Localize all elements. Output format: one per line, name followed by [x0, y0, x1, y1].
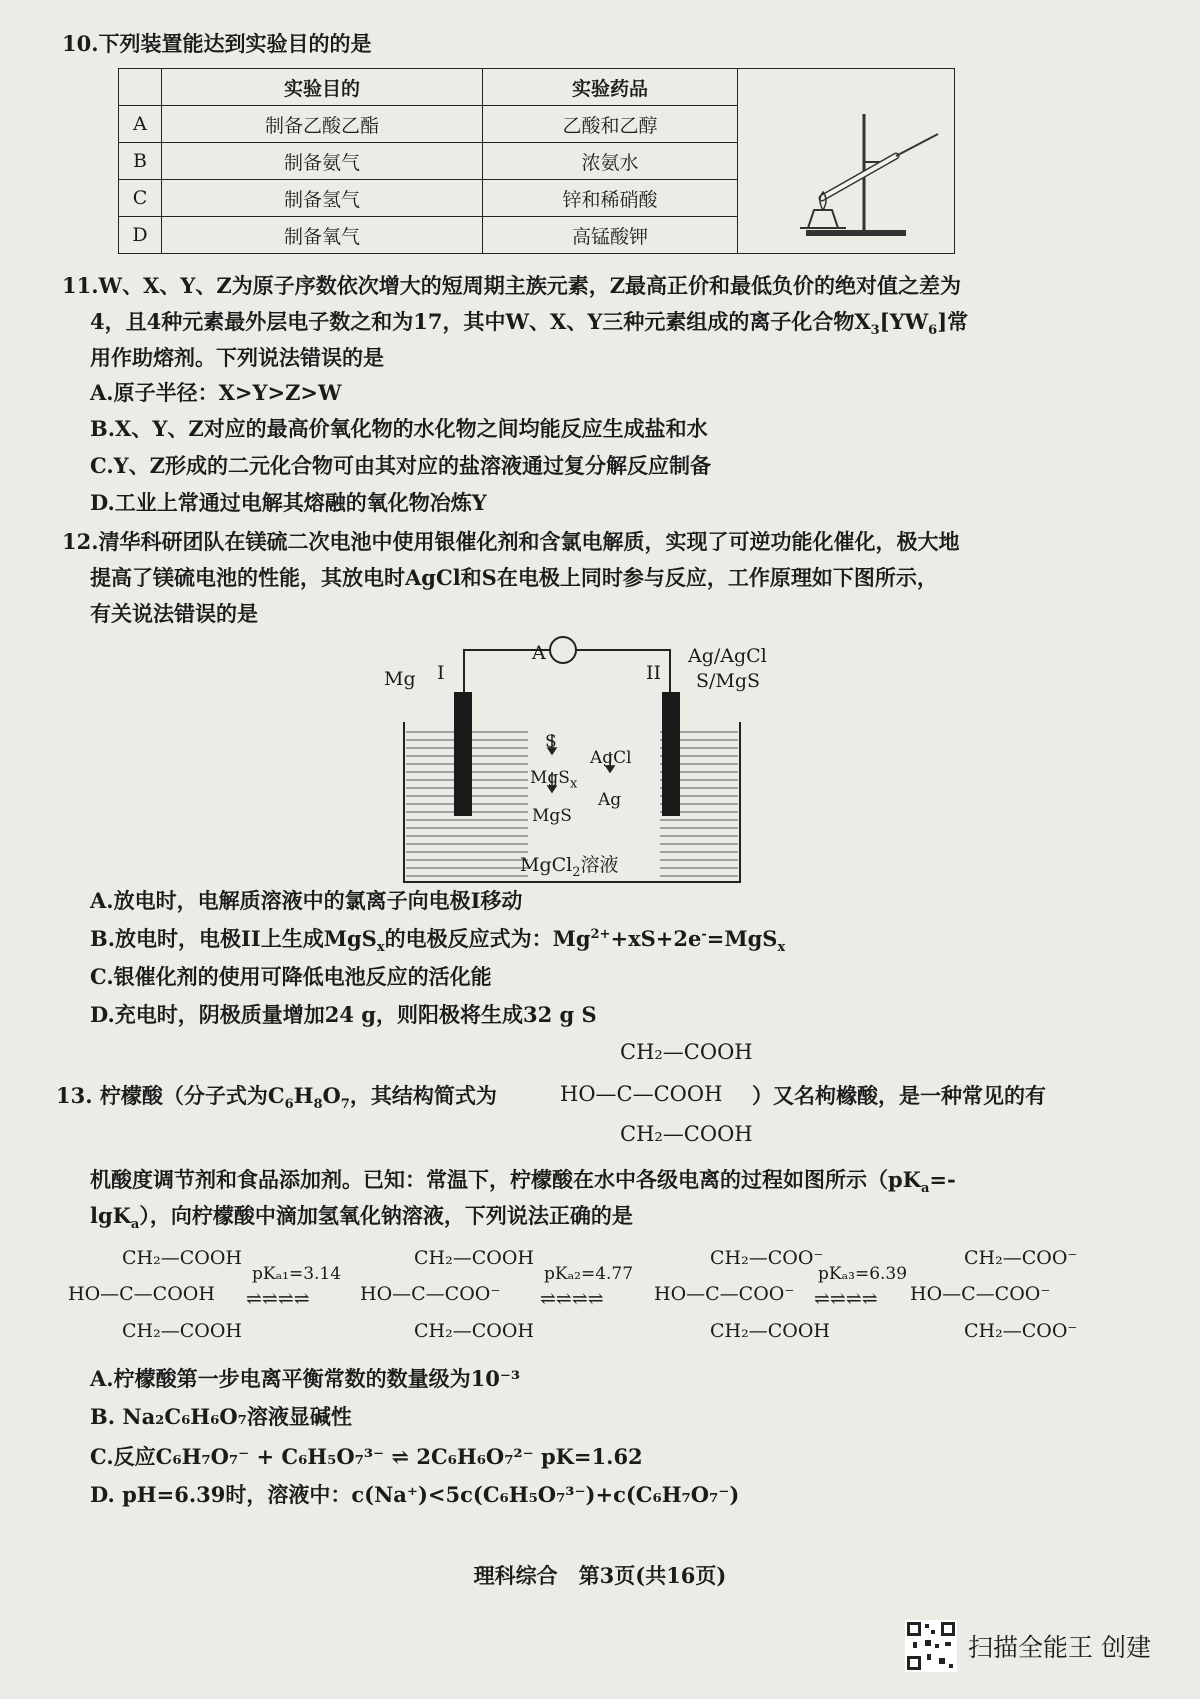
subscript: x: [777, 940, 786, 956]
pka1-label: pKₐ₁=3.14: [252, 1264, 342, 1284]
q11-line2: [90, 304, 968, 339]
citric-struct-top: CH₂—COOH: [620, 1040, 753, 1064]
species-top: CH₂—COO⁻: [964, 1247, 1078, 1269]
q11-option-b: B.X、Y、Z对应的最高价氧化物的水化物之间均能反应生成盐和水: [90, 416, 708, 441]
mgs-label: MgS: [532, 806, 572, 826]
species-mid: HO—C—COO⁻: [910, 1283, 1051, 1305]
sulfur-label: S: [545, 732, 557, 752]
qr-code-icon: [905, 1620, 957, 1672]
right-top-label2: S/MgS: [696, 670, 761, 692]
q12-option-c: C.银催化剂的使用可降低电池反应的活化能: [90, 964, 492, 989]
mgsx-text: MgS: [530, 768, 570, 788]
q13-line1-tail: ）又名枸橼酸，是一种常见的有: [752, 1083, 1046, 1108]
header-purpose: 实验目的: [162, 69, 483, 106]
equilibrium-arrow: ⇌⇌⇌⇌: [814, 1288, 878, 1310]
q13-option-c: C.反应C₆H₇O₇⁻ + C₆H₅O₇³⁻ ⇌ 2C₆H₆O₇²⁻ pK=1.62: [90, 1444, 643, 1469]
q13-option-b: B. Na₂C₆H₆O₇溶液显碱性: [90, 1404, 352, 1429]
q13-text: =-: [929, 1167, 956, 1192]
scanner-watermark: 扫描全能王 创建: [968, 1633, 1151, 1662]
subscript: 6: [284, 1097, 294, 1113]
q13-text: H: [293, 1083, 314, 1108]
subscript: 8: [313, 1097, 323, 1113]
q11-line2-text: [YW: [879, 309, 929, 334]
q11-line3: 用作助熔剂。下列说法错误的是: [90, 345, 384, 370]
row-reagent: 高锰酸钾: [483, 217, 738, 254]
solution-label: [520, 850, 619, 880]
superscript: -: [701, 927, 707, 942]
citric-struct-mid: HO—C—COOH: [560, 1082, 723, 1106]
solution-text: 溶液: [580, 854, 619, 876]
mgsx-label: [530, 768, 578, 792]
superscript: 2+: [590, 927, 611, 942]
ammeter-label: A: [532, 642, 546, 664]
q13-text: 13. 柠檬酸（分子式为C: [56, 1083, 285, 1108]
heating-apparatus-diagram: [738, 74, 954, 244]
row-reagent: 乙酸和乙醇: [483, 106, 738, 143]
species-mid: HO—C—COO⁻: [360, 1283, 501, 1305]
q13-option-a: A.柠檬酸第一步电离平衡常数的数量级为10⁻³: [90, 1366, 521, 1391]
q12-option-a: A.放电时，电解质溶液中的氯离子向电极I移动: [90, 888, 523, 913]
q13-text: O: [322, 1083, 341, 1108]
species-mid: HO—C—COOH: [68, 1283, 215, 1305]
header-reagent: 实验药品: [483, 69, 738, 106]
apparatus-cell: [738, 69, 955, 254]
species-bot: CH₂—COOH: [122, 1320, 242, 1342]
subscript: 2: [572, 864, 581, 880]
q13-line1: [56, 1078, 497, 1113]
species-bot: CH₂—COOH: [710, 1320, 830, 1342]
q13-option-d: D. pH=6.39时，溶液中：c(Na⁺)<5c(C₆H₅O₇³⁻)+c(C₆H₇O₇⁻): [90, 1482, 740, 1507]
row-purpose: 制备氨气: [162, 143, 483, 180]
row-purpose: 制备氧气: [162, 217, 483, 254]
q13-text: lgK: [90, 1203, 131, 1228]
row-purpose: 制备乙酸乙酯: [162, 106, 483, 143]
electrode-ii: [662, 692, 680, 816]
q13-text: ），向柠檬酸中滴加氢氧化钠溶液，下列说法正确的是: [139, 1203, 633, 1228]
citric-struct-bot: CH₂—COOH: [620, 1122, 753, 1146]
subscript: a: [920, 1181, 930, 1197]
q12-line2: 提高了镁硫电池的性能，其放电时AgCl和S在电极上同时参与反应，工作原理如下图所示，: [90, 565, 938, 590]
left-metal-label: Mg: [384, 668, 416, 690]
option-text: 的电极反应式为：Mg: [384, 926, 591, 951]
subscript: x: [569, 776, 578, 792]
species-bot: CH₂—COOH: [414, 1320, 534, 1342]
electrode-i-label: I: [437, 662, 445, 684]
option-text: B.放电时，电极II上生成MgS: [90, 926, 377, 951]
equilibrium-arrow: ⇌⇌⇌⇌: [246, 1288, 310, 1310]
q11-line2-text: ]常: [937, 309, 969, 334]
q13-line2: [90, 1162, 956, 1197]
row-label: B: [119, 143, 162, 180]
q13-text: ，其结构简式为: [349, 1083, 497, 1108]
solution-text: MgCl: [520, 854, 573, 876]
option-text: +xS+2e: [610, 926, 702, 951]
subscript: x: [376, 940, 385, 956]
subscript: 7: [340, 1097, 350, 1113]
species-bot: CH₂—COO⁻: [964, 1320, 1078, 1342]
q12-line1: 12.清华科研团队在镁硫二次电池中使用银催化剂和含氯电解质，实现了可逆功能化催化，极大地: [62, 529, 960, 554]
q10-stem: 10.下列装置能达到实验目的的是: [62, 31, 372, 56]
agcl-label: AgCl: [590, 748, 632, 768]
pka2-label: pKₐ₂=4.77: [544, 1264, 634, 1284]
row-label: C: [119, 180, 162, 217]
page-footer: 理科综合 第3页(共16页): [473, 1563, 727, 1588]
ammeter-icon: [550, 637, 576, 663]
subscript: 3: [870, 323, 880, 339]
row-reagent: 浓氨水: [483, 143, 738, 180]
option-text: =MgS: [706, 926, 778, 951]
table-header-row: [119, 69, 955, 106]
ag-label: Ag: [598, 790, 622, 810]
q11-line1: 11.W、X、Y、Z为原子序数依次增大的短周期主族元素，Z最高正价和最低负价的绝对值之差为: [62, 273, 962, 298]
pka3-label: pKₐ₃=6.39: [818, 1264, 908, 1284]
right-top-label1: Ag/AgCl: [688, 645, 767, 667]
q12-option-d: D.充电时，阴极质量增加24 g，则阳极将生成32 g S: [90, 1002, 597, 1027]
header-blank: [119, 69, 162, 106]
species-top: CH₂—COO⁻: [710, 1247, 824, 1269]
subscript: a: [130, 1217, 140, 1233]
q11-option-c: C.Y、Z形成的二元化合物可由其对应的盐溶液通过复分解反应制备: [90, 453, 711, 478]
electrode-i: [454, 692, 472, 816]
subscript: 6: [928, 323, 938, 339]
q13-line3: [90, 1198, 633, 1233]
row-label: D: [119, 217, 162, 254]
electrode-ii-label: II: [646, 662, 662, 684]
q11-option-d: D.工业上常通过电解其熔融的氧化物冶炼Y: [90, 490, 487, 515]
species-top: CH₂—COOH: [122, 1247, 242, 1269]
species-mid: HO—C—COO⁻: [654, 1283, 795, 1305]
q12-line3: 有关说法错误的是: [90, 601, 258, 626]
q11-option-a: A.原子半径：X>Y>Z>W: [90, 380, 342, 405]
q13-text: 机酸度调节剂和食品添加剂。已知：常温下，柠檬酸在水中各级电离的过程如图所示（pK: [90, 1167, 921, 1192]
row-purpose: 制备氢气: [162, 180, 483, 217]
equilibrium-arrow: ⇌⇌⇌⇌: [540, 1288, 604, 1310]
q11-line2-text: 4，且4种元素最外层电子数之和为17，其中W、X、Y三种元素组成的离子化合物X: [90, 309, 871, 334]
species-top: CH₂—COOH: [414, 1247, 534, 1269]
row-reagent: 锌和稀硝酸: [483, 180, 738, 217]
q12-option-b: [90, 924, 785, 954]
q10-table: [118, 68, 955, 254]
row-label: A: [119, 106, 162, 143]
